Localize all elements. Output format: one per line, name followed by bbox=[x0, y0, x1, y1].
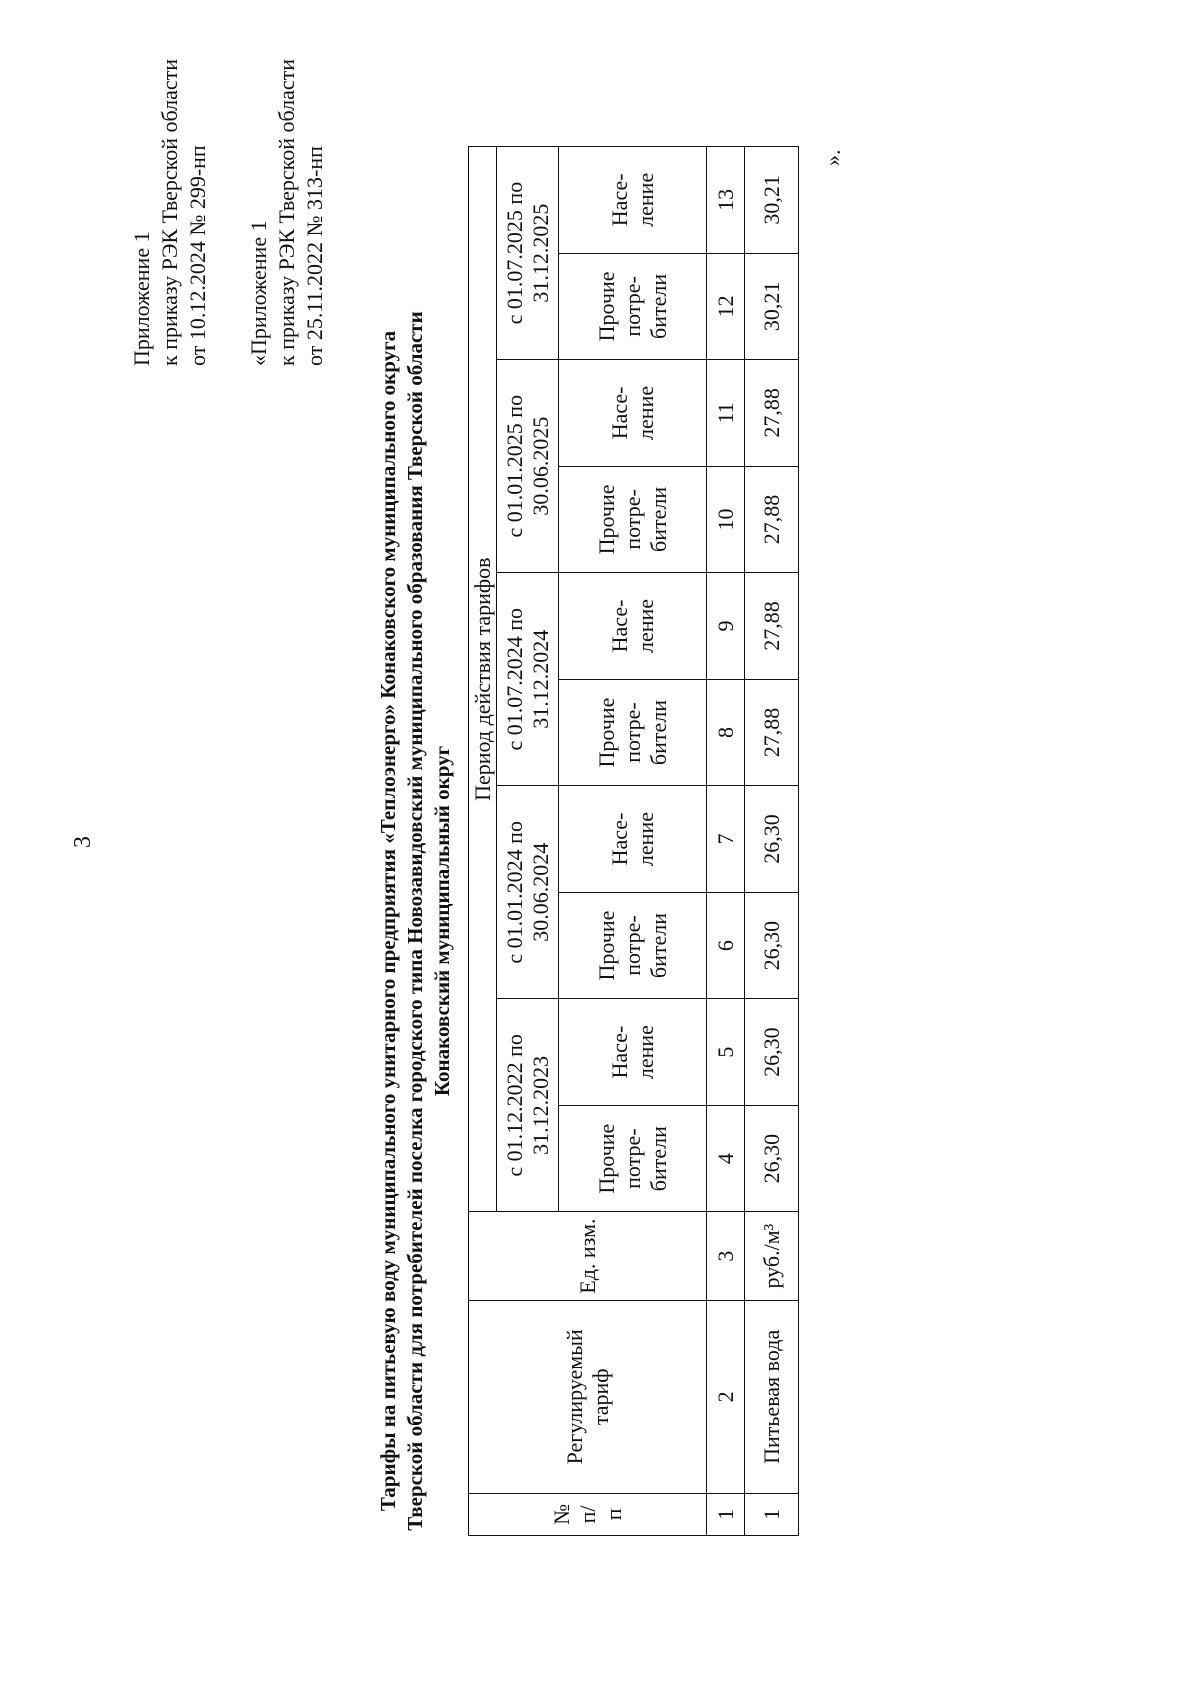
header-unit: Ед. изм. bbox=[469, 1212, 707, 1300]
column-number: 10 bbox=[707, 466, 745, 573]
subheader-population: Насе- ление bbox=[559, 147, 707, 254]
closing-quote: ». bbox=[820, 149, 845, 166]
subheader-other: Прочие потре- бители bbox=[559, 679, 707, 786]
title-line-3: Конаковский муниципальный округ bbox=[430, 745, 454, 1097]
column-number: 13 bbox=[707, 147, 745, 254]
title-line-2: Тверской области для потребителей поселка городского типа Новозавидовский муниципального образования Тверской области bbox=[403, 311, 427, 1531]
header-tariff: Регулируемый тариф bbox=[469, 1300, 707, 1493]
column-number: 5 bbox=[707, 999, 745, 1106]
tariff-value: 30,21 bbox=[745, 147, 799, 254]
column-number: 7 bbox=[707, 786, 745, 893]
subheader-other: Прочие потре- бители bbox=[559, 1105, 707, 1212]
tariff-table bbox=[468, 146, 799, 1536]
period-4: с 01.01.2025 по 30.06.2025 bbox=[497, 360, 559, 573]
title-line-1: Тарифы на питьевую воду муниципального унитарного предприятия «Теплоэнерго» Конаковского муниципального округа bbox=[376, 330, 400, 1512]
header-number: № п/ п bbox=[469, 1493, 707, 1535]
tariff-value: 30,21 bbox=[745, 253, 799, 360]
annex-current-line-1: Приложение 1 bbox=[129, 231, 154, 366]
period-1: с 01.12.2022 по 31.12.2023 bbox=[497, 999, 559, 1212]
period-5: с 01.07.2025 по 31.12.2025 bbox=[497, 147, 559, 360]
column-number: 1 bbox=[707, 1493, 745, 1535]
header-period: Период действия тарифов bbox=[469, 147, 497, 1212]
column-number: 8 bbox=[707, 679, 745, 786]
column-number: 3 bbox=[707, 1212, 745, 1300]
annex-previous-line-3: от 25.11.2022 № 313-нп bbox=[302, 146, 327, 366]
row-tariff-name: Питьевая вода bbox=[745, 1300, 799, 1493]
row-unit: руб./м³ bbox=[745, 1212, 799, 1300]
column-number: 4 bbox=[707, 1105, 745, 1212]
subheader-other: Прочие потре- бители bbox=[559, 466, 707, 573]
column-number: 9 bbox=[707, 573, 745, 680]
annex-previous-line-2: к приказу РЭК Тверской области bbox=[274, 58, 299, 366]
annex-current-line-2: к приказу РЭК Тверской области bbox=[157, 58, 182, 366]
row-number: 1 bbox=[745, 1493, 799, 1535]
column-number: 6 bbox=[707, 892, 745, 999]
tariff-value: 26,30 bbox=[745, 999, 799, 1106]
period-2: с 01.01.2024 по 30.06.2024 bbox=[497, 786, 559, 999]
column-number: 12 bbox=[707, 253, 745, 360]
tariff-value: 26,30 bbox=[745, 786, 799, 893]
subheader-population: Насе- ление bbox=[559, 360, 707, 467]
subheader-other: Прочие потре- бители bbox=[559, 253, 707, 360]
table-row bbox=[745, 147, 799, 1536]
subheader-population: Насе- ление bbox=[559, 786, 707, 893]
tariff-value: 26,30 bbox=[745, 892, 799, 999]
annex-current bbox=[128, 59, 212, 366]
page-number: 3 bbox=[70, 836, 96, 848]
period-3: с 01.07.2024 по 31.12.2024 bbox=[497, 573, 559, 786]
tariff-value: 27,88 bbox=[745, 466, 799, 573]
annex-current-line-3: от 10.12.2024 № 299-нп bbox=[185, 145, 210, 366]
column-number: 11 bbox=[707, 360, 745, 467]
subheader-other: Прочие потре- бители bbox=[559, 892, 707, 999]
tariff-value: 26,30 bbox=[745, 1105, 799, 1212]
tariff-value: 27,88 bbox=[745, 573, 799, 680]
document-title bbox=[375, 186, 456, 1656]
tariff-value: 27,88 bbox=[745, 679, 799, 786]
annex-previous bbox=[245, 59, 329, 366]
subheader-population: Насе- ление bbox=[559, 999, 707, 1106]
tariff-value: 27,88 bbox=[745, 360, 799, 467]
column-number: 2 bbox=[707, 1300, 745, 1493]
subheader-population: Насе- ление bbox=[559, 573, 707, 680]
annex-previous-line-1: «Приложение 1 bbox=[246, 220, 271, 366]
